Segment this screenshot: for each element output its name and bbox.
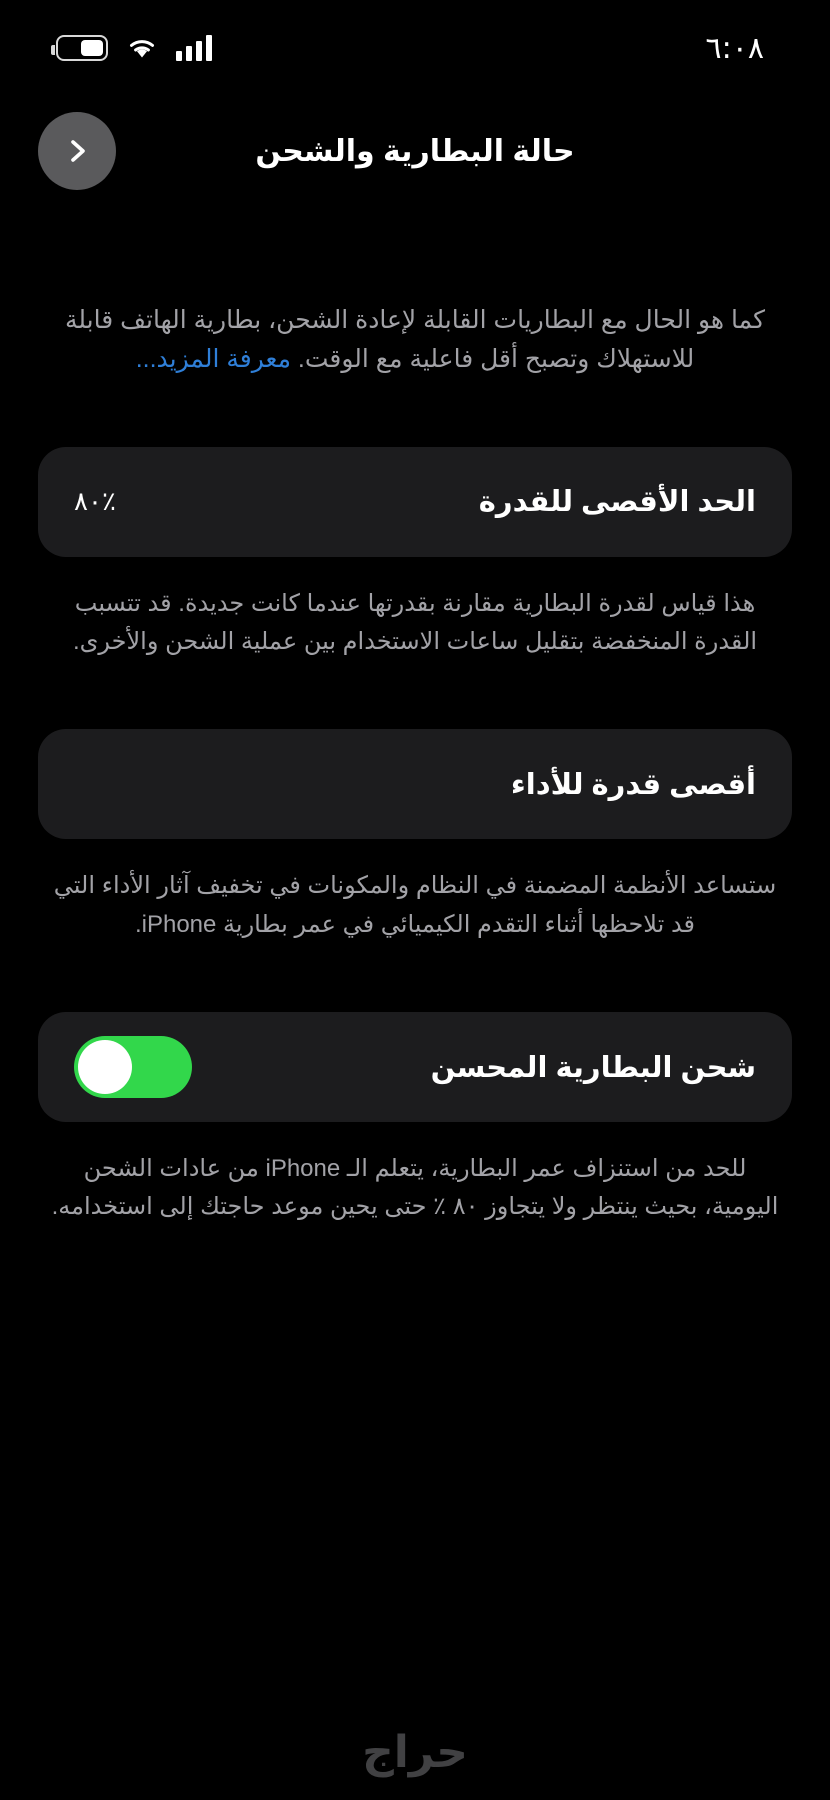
peak-performance-footnote: ستساعد الأنظمة المضمنة في النظام والمكونات في تخفيف آثار الأداء التي قد تلاحظها أثناء التقدم الكيميائي في عمر بطارية iPhone. [53,872,777,938]
maximum-capacity-footnote: هذا قياس لقدرة البطارية مقارنة بقدرتها عندما كانت جديدة. قد تتسبب القدرة المنخفضة بتقليل ساعات الاستخدام بين عملية الشحن والأخرى. [72,589,758,655]
optimized-charging-footnote: للحد من استنزاف عمر البطارية، يتعلم الـ iPhone من عادات الشحن اليومية، بحيث ينتظر ولا يتجاوز ٨٠ ٪ حتى يحين موعد حاجتك إلى استخدامه. [51,1155,779,1221]
page-title: حالة البطارية والشحن [255,134,575,168]
settings-content [0,301,830,1227]
status-bar [0,0,830,96]
maximum-capacity-row[interactable] [38,447,792,557]
peak-performance-label: أقصى قدرة للأداء [510,768,756,801]
battery-icon [56,35,108,61]
wifi-icon [126,35,158,61]
toggle-knob [78,1040,132,1094]
signal-icon [176,35,212,61]
learn-more-link[interactable]: معرفة المزيد... [135,344,291,373]
back-button[interactable] [38,112,116,190]
optimized-charging-row[interactable] [38,1012,792,1122]
intro-text [38,301,792,379]
watermark: حراج [362,1728,468,1777]
status-bar-time: ٦:٠٨ [705,30,764,66]
optimized-charging-label: شحن البطارية المحسن [430,1051,756,1084]
maximum-capacity-label: الحد الأقصى للقدرة [478,486,756,518]
intro-body: كما هو الحال مع البطاريات القابلة لإعادة الشحن، بطارية الهاتف قابلة للاستهلاك وتصبح أقل فاعلية مع الوقت. [65,306,765,373]
maximum-capacity-value: ٪٨٠ [74,486,116,517]
chevron-forward-icon [60,134,94,168]
status-bar-icons [56,35,212,61]
navigation-bar [0,96,830,206]
optimized-charging-toggle[interactable] [74,1036,192,1098]
battery-fill [81,40,103,56]
peak-performance-row[interactable] [38,729,792,839]
